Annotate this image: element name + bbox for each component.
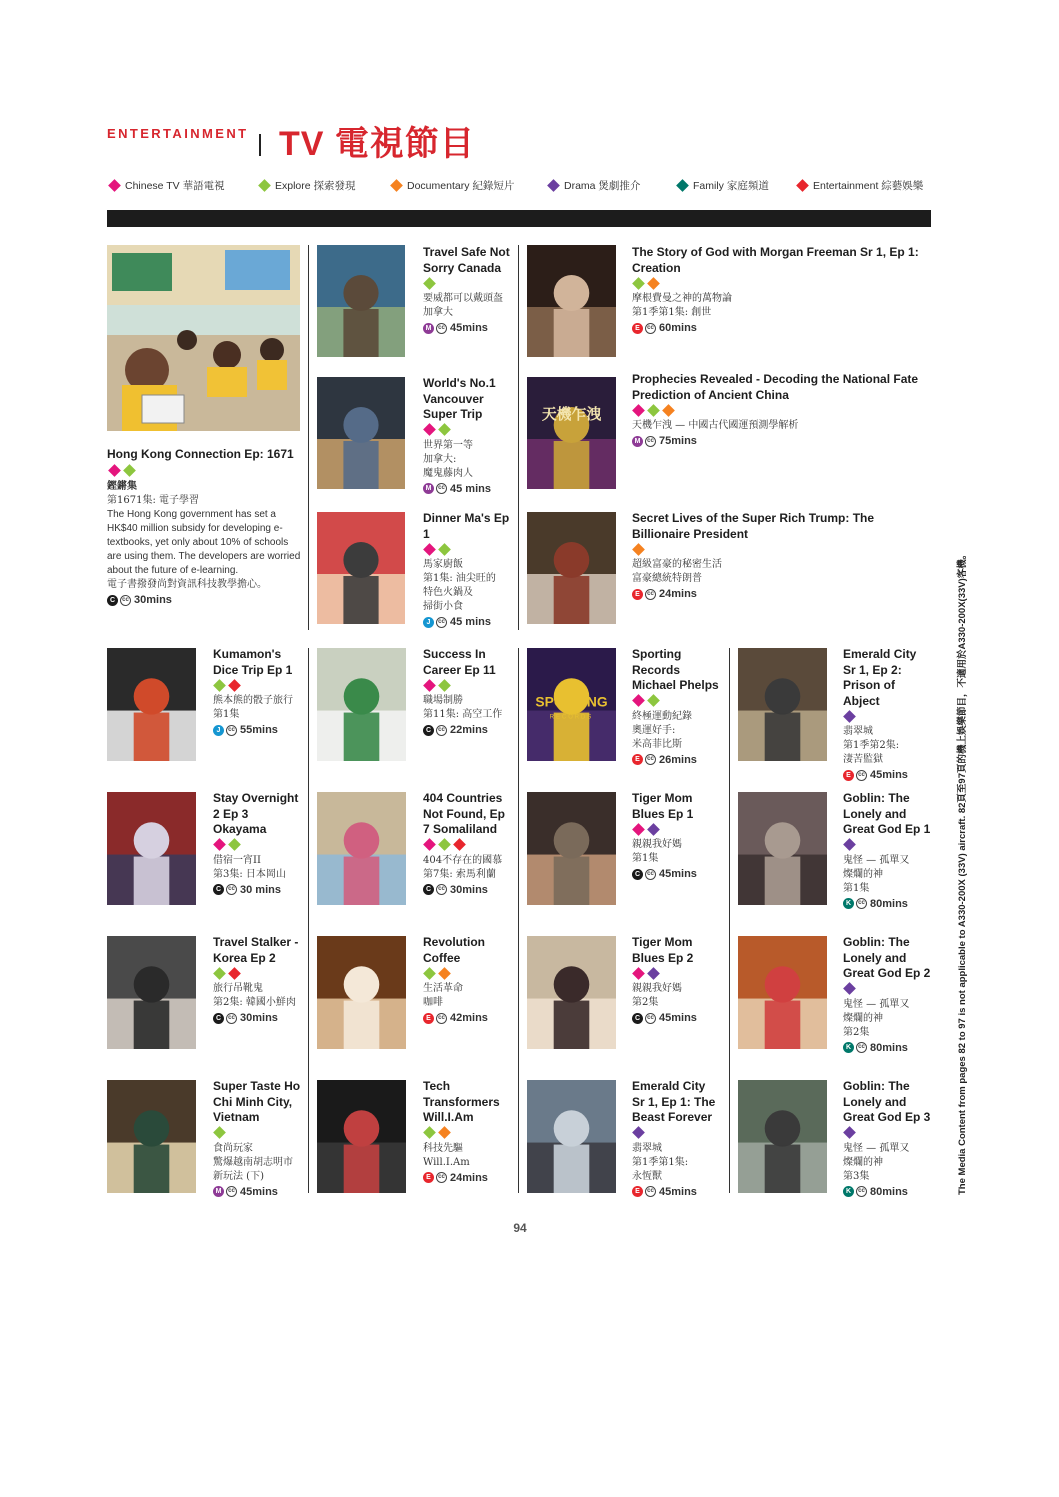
program-zh-line: 親親我好媽: [632, 839, 682, 850]
featured-thumbnail[interactable]: [107, 245, 300, 431]
program-title: World's No.1 Vancouver Super Trip: [423, 376, 496, 421]
program-listing[interactable]: [632, 935, 720, 1025]
subtitle-icon: cc: [856, 770, 867, 781]
program-zh-line: 燦爛的神: [843, 868, 883, 880]
genre-diamond-icon: [423, 277, 436, 290]
program-listing[interactable]: [632, 1079, 720, 1199]
program-title: Goblin: The Lonely and Great God Ep 2: [843, 935, 931, 980]
program-title: Goblin: The Lonely and Great God Ep 3: [843, 1079, 931, 1124]
program-title: Tiger Mom Blues Ep 1: [632, 791, 694, 821]
genre-diamond-icon: [423, 1126, 436, 1139]
program-zh-line: 借宿一宵II: [213, 854, 261, 866]
program-thumbnail[interactable]: [317, 512, 405, 624]
language-badge-icon: E: [632, 1186, 643, 1197]
column-divider: [308, 648, 309, 1193]
program-title: The Story of God with Morgan Freeman Sr 1, Ep 1: Creation: [632, 245, 919, 275]
program-zh-line: 第1季第2集:: [843, 740, 900, 751]
program-listing[interactable]: [213, 791, 301, 897]
genre-diamond-icon: [438, 679, 451, 692]
genre-diamond-icon: [228, 679, 241, 692]
language-badge-icon: E: [632, 589, 643, 600]
program-duration: C cc 22mins: [423, 723, 511, 737]
subtitle-icon: cc: [645, 754, 656, 765]
program-duration: J cc 45 mins: [423, 615, 515, 629]
header-divider: [259, 134, 261, 156]
program-zh-line: 淒苦監獄: [843, 754, 883, 765]
genre-diamond-icon: [438, 543, 451, 556]
program-listing[interactable]: [423, 1079, 511, 1185]
program-zh-line: 魔鬼藤肉人: [423, 467, 473, 479]
featured-zh-episode: 第1671集: 電子學習: [107, 495, 199, 506]
genre-diamond-icon: [213, 1126, 226, 1139]
program-duration: M cc 45 mins: [423, 482, 515, 496]
program-thumbnail[interactable]: [527, 1080, 616, 1193]
genre-diamond-icon: [423, 543, 436, 556]
genre-diamond-icon: [676, 179, 689, 192]
program-zh-line: 燦爛的神: [843, 1012, 883, 1024]
genre-markers: [632, 823, 720, 837]
genre-diamond-icon: [423, 967, 436, 980]
genre-markers: [632, 967, 720, 981]
subtitle-icon: cc: [856, 898, 867, 909]
program-zh-line: 食尚玩家: [213, 1142, 253, 1154]
program-title: Emerald City Sr 1, Ep 2: Prison of Abject: [843, 647, 917, 708]
program-zh-line: 富豪總統特朗普: [632, 573, 702, 584]
program-duration: K cc 80mins: [843, 1185, 931, 1199]
section-label: ENTERTAINMENT: [107, 126, 249, 141]
genre-diamond-icon: [213, 838, 226, 851]
program-zh-line: 驚爆越南胡志明市: [213, 1156, 293, 1168]
genre-diamond-icon: [843, 1126, 856, 1139]
program-thumbnail[interactable]: [107, 936, 196, 1049]
genre-diamond-icon: [843, 982, 856, 995]
subtitle-icon: cc: [436, 483, 447, 494]
subtitle-icon: cc: [436, 1013, 447, 1024]
genre-diamond-icon: [423, 423, 436, 436]
program-zh-line: 咖啡: [423, 997, 443, 1008]
featured-description-zh: 電子書撥發尚對資訊科技教學擔心。: [107, 579, 267, 590]
program-listing[interactable]: [423, 376, 515, 496]
language-badge-icon: C: [213, 884, 224, 895]
language-badge-icon: K: [843, 898, 854, 909]
genre-diamond-icon: [438, 967, 451, 980]
language-badge-icon: M: [213, 1186, 224, 1197]
program-title: Prophecies Revealed - Decoding the National Fate Prediction of Ancient China: [632, 372, 919, 402]
genre-markers: [843, 983, 931, 997]
genre-markers: [423, 839, 511, 853]
subtitle-icon: cc: [645, 323, 656, 334]
legend-item: [389, 178, 514, 193]
program-duration: C cc 45mins: [632, 1011, 720, 1025]
program-zh-line: 旅行吊靴鬼: [213, 983, 263, 994]
language-badge-icon: C: [423, 884, 434, 895]
thumbnail-text: SPORTING: [535, 693, 608, 710]
genre-diamond-icon: [632, 277, 645, 290]
genre-diamond-icon: [258, 179, 271, 192]
genre-markers: [423, 967, 511, 981]
program-listing[interactable]: [423, 935, 511, 1025]
program-listing[interactable]: [843, 791, 931, 911]
subtitle-icon: cc: [226, 725, 237, 736]
program-thumbnail[interactable]: [317, 792, 406, 905]
genre-legend: [107, 178, 937, 196]
subtitle-icon: cc: [436, 617, 447, 628]
genre-markers: [423, 1127, 511, 1141]
language-badge-icon: J: [213, 725, 224, 736]
program-title: 404 Countries Not Found, Ep 7 Somaliland: [423, 791, 505, 836]
genre-diamond-icon: [632, 404, 645, 417]
language-badge-icon: M: [423, 323, 434, 334]
program-duration: C cc 30mins: [423, 883, 511, 897]
program-title: Secret Lives of the Super Rich Trump: The Billionaire President: [632, 511, 875, 541]
subtitle-icon: cc: [645, 589, 656, 600]
program-thumbnail[interactable]: [738, 1080, 827, 1193]
legend-label: Explore 探索發現: [275, 180, 356, 192]
column-divider: [518, 648, 519, 1193]
genre-diamond-icon: [108, 464, 121, 477]
program-listing[interactable]: [213, 935, 301, 1025]
language-badge-icon: E: [632, 754, 643, 765]
program-thumbnail[interactable]: [107, 1080, 196, 1193]
legend-label: Entertainment 綜藝娛樂: [813, 180, 924, 192]
genre-markers: [632, 277, 922, 291]
program-zh-line: 鬼怪 — 孤單又: [843, 1142, 910, 1154]
program-duration: E cc 45mins: [632, 1185, 720, 1199]
genre-diamond-icon: [228, 967, 241, 980]
program-zh-line: 特色火鍋及: [423, 587, 473, 598]
program-title: Tiger Mom Blues Ep 2: [632, 935, 694, 965]
program-listing[interactable]: [843, 935, 931, 1055]
genre-diamond-icon: [632, 694, 645, 707]
program-duration: M cc 45mins: [423, 321, 515, 335]
program-duration: M cc 45mins: [213, 1185, 301, 1199]
program-listing[interactable]: [843, 647, 931, 782]
genre-markers: [213, 839, 301, 853]
genre-diamond-icon: [647, 404, 660, 417]
column-divider: [308, 245, 309, 630]
legend-item: [675, 178, 769, 193]
program-title: Super Taste Ho Chi Minh City, Vietnam: [213, 1079, 301, 1124]
genre-diamond-icon: [632, 967, 645, 980]
program-zh-line: 燦爛的神: [843, 1156, 883, 1168]
featured-zh-title: 鏗鏘集: [107, 481, 137, 492]
genre-diamond-icon: [108, 179, 121, 192]
language-badge-icon: E: [843, 770, 854, 781]
legend-item: [107, 178, 225, 193]
program-zh-line: 要威都可以戴頭盔: [423, 293, 503, 304]
program-zh-line: 第1集: [213, 709, 240, 720]
program-listing[interactable]: [843, 1079, 931, 1199]
program-thumbnail[interactable]: [527, 377, 616, 489]
program-duration: E cc 60mins: [632, 321, 922, 335]
program-zh-line: 翡翠城: [843, 726, 873, 737]
program-thumbnail[interactable]: [317, 648, 406, 761]
genre-markers: [423, 679, 511, 693]
genre-diamond-icon: [438, 423, 451, 436]
program-zh-line: 加拿大:: [423, 453, 457, 465]
program-zh-line: 第3集: 日本岡山: [213, 868, 286, 880]
program-zh-line: 掃街小食: [423, 601, 463, 612]
language-badge-icon: E: [423, 1172, 434, 1183]
program-thumbnail[interactable]: [738, 936, 827, 1049]
legend-item: [546, 178, 640, 193]
program-zh-line: 第1季第1集: 創世: [632, 307, 712, 318]
program-duration: E cc 45mins: [843, 768, 931, 782]
program-zh-line: 世界第一等: [423, 439, 473, 451]
subtitle-icon: cc: [436, 1172, 447, 1183]
genre-markers: [632, 695, 720, 709]
thumbnail-subtext: RECORDS: [549, 714, 594, 721]
language-badge-icon: C: [632, 869, 643, 880]
legend-label: Drama 煲劇推介: [564, 180, 641, 192]
legend-item: [795, 178, 923, 193]
program-thumbnail[interactable]: [527, 648, 616, 761]
genre-diamond-icon: [632, 1126, 645, 1139]
program-duration: K cc 80mins: [843, 1041, 931, 1055]
genre-diamond-icon: [438, 838, 451, 851]
genre-markers: [632, 543, 922, 557]
genre-diamond-icon: [423, 838, 436, 851]
subtitle-icon: cc: [436, 884, 447, 895]
program-zh-line: 第1集: [632, 853, 659, 864]
program-thumbnail[interactable]: [317, 245, 405, 357]
language-badge-icon: E: [423, 1013, 434, 1024]
genre-markers: [632, 404, 922, 418]
language-badge-icon: K: [843, 1186, 854, 1197]
language-badge-icon: C: [423, 725, 434, 736]
language-badge-icon: C: [107, 595, 118, 606]
program-listing[interactable]: [423, 511, 515, 629]
thumbnail-text: 天機乍洩: [541, 404, 602, 424]
program-thumbnail[interactable]: [738, 648, 827, 761]
genre-markers: [423, 277, 515, 291]
subtitle-icon: cc: [856, 1186, 867, 1197]
program-thumbnail[interactable]: [107, 648, 196, 761]
program-listing[interactable]: [632, 511, 922, 601]
program-thumbnail[interactable]: [317, 1080, 406, 1193]
header-black-bar: [107, 210, 931, 227]
subtitle-icon: cc: [436, 725, 447, 736]
subtitle-icon: cc: [645, 436, 656, 447]
program-thumbnail[interactable]: [738, 792, 827, 905]
legend-label: Chinese TV 華語電視: [125, 180, 225, 192]
program-duration: E cc 26mins: [632, 753, 720, 767]
program-zh-line: 職場制勝: [423, 695, 463, 706]
program-thumbnail[interactable]: [527, 512, 616, 624]
program-title: Sporting Records Michael Phelps: [632, 647, 719, 692]
genre-markers: [423, 424, 515, 438]
program-zh-line: 加拿大: [423, 307, 453, 318]
program-zh-line: 第11集: 高空工作: [423, 709, 503, 720]
legend-label: Family 家庭頻道: [693, 180, 769, 192]
language-badge-icon: E: [632, 323, 643, 334]
program-title: Revolution Coffee: [423, 935, 485, 965]
program-title: Tech Transformers Will.I.Am: [423, 1079, 500, 1124]
genre-diamond-icon: [647, 967, 660, 980]
program-duration: E cc 24mins: [423, 1171, 511, 1185]
language-badge-icon: C: [632, 1013, 643, 1024]
program-title: Stay Overnight 2 Ep 3 Okayama: [213, 791, 299, 836]
featured-program[interactable]: [107, 447, 302, 607]
program-zh-line: 生活革命: [423, 983, 463, 994]
program-zh-line: 親親我好媽: [632, 983, 682, 994]
genre-markers: [213, 967, 301, 981]
genre-diamond-icon: [213, 679, 226, 692]
genre-diamond-icon: [123, 464, 136, 477]
program-listing[interactable]: [632, 647, 720, 767]
program-listing[interactable]: [423, 647, 511, 737]
program-title: Travel Safe Not Sorry Canada: [423, 245, 510, 275]
program-zh-line: 翡翠城: [632, 1142, 662, 1154]
column-divider: [729, 648, 730, 1193]
program-zh-line: 第3集: [843, 1170, 870, 1182]
program-zh-line: 天機乍洩 — 中國古代國運預測學解析: [632, 420, 799, 431]
program-zh-line: 摩根費曼之神的萬物論: [632, 293, 732, 304]
genre-markers: [423, 543, 515, 557]
legend-item: [257, 178, 356, 193]
program-zh-line: 第2集: [843, 1026, 870, 1038]
program-title: Kumamon's Dice Trip Ep 1: [213, 647, 293, 677]
program-zh-line: 新玩法 (下): [213, 1170, 264, 1182]
genre-diamond-icon: [632, 543, 645, 556]
genre-diamond-icon: [647, 823, 660, 836]
subtitle-icon: cc: [226, 1186, 237, 1197]
side-disclaimer: The Media Content from pages 82 to 97 is not applicable to A330-200X (33V) aircraft. 82頁至97頁的機上娛樂節目，不適用於A330-200X(33V)客機。: [957, 549, 968, 1195]
subtitle-icon: cc: [645, 1013, 656, 1024]
subtitle-icon: cc: [226, 884, 237, 895]
featured-description: The Hong Kong government has set a HK$40 million subsidy for developing e-textbooks, yet only about 10% of schools are using them. The developers are worried about the future of e-learning.: [107, 509, 301, 576]
program-listing[interactable]: [213, 1079, 301, 1199]
program-listing[interactable]: [632, 372, 922, 448]
program-zh-line: 第1集: [843, 882, 870, 894]
legend-label: Documentary 紀錄短片: [407, 180, 515, 192]
program-thumbnail[interactable]: [527, 792, 616, 905]
program-duration: E cc 42mins: [423, 1011, 511, 1025]
program-zh-line: 第2集: 韓國小鮮肉: [213, 997, 296, 1008]
genre-diamond-icon: [647, 277, 660, 290]
program-title: Travel Stalker - Korea Ep 2: [213, 935, 299, 965]
program-thumbnail[interactable]: [527, 245, 616, 357]
genre-diamond-icon: [213, 967, 226, 980]
genre-markers: [843, 839, 931, 853]
program-duration: C cc 30mins: [213, 1011, 301, 1025]
program-zh-line: 永恆獸: [632, 1170, 662, 1182]
genre-diamond-icon: [796, 179, 809, 192]
page-number: 94: [513, 1221, 527, 1235]
program-title: Goblin: The Lonely and Great God Ep 1: [843, 791, 931, 836]
subtitle-icon: cc: [645, 869, 656, 880]
program-thumbnail[interactable]: [527, 936, 616, 1049]
genre-diamond-icon: [843, 710, 856, 723]
genre-markers: [843, 710, 931, 724]
program-listing[interactable]: [213, 647, 301, 737]
language-badge-icon: J: [423, 617, 434, 628]
program-zh-line: 終極運動紀錄: [632, 710, 692, 722]
genre-diamond-icon: [632, 823, 645, 836]
program-zh-line: 科技先驅: [423, 1142, 463, 1154]
subtitle-icon: cc: [645, 1186, 656, 1197]
program-listing[interactable]: [632, 245, 922, 335]
language-badge-icon: K: [843, 1042, 854, 1053]
genre-diamond-icon: [662, 404, 675, 417]
genre-diamond-icon: [438, 1126, 451, 1139]
program-zh-line: 馬家廚飯: [423, 559, 463, 570]
featured-duration: C cc 30mins: [107, 593, 302, 607]
program-zh-line: 奧運好手:: [632, 724, 676, 736]
language-badge-icon: M: [423, 483, 434, 494]
genre-markers: [632, 1127, 720, 1141]
program-zh-line: Will.I.Am: [423, 1156, 470, 1168]
program-zh-line: 熊本熊的骰子旅行: [213, 695, 293, 706]
program-duration: C cc 45mins: [632, 867, 720, 881]
program-duration: M cc 75mins: [632, 434, 922, 448]
program-zh-line: 鬼怪 — 孤單又: [843, 854, 910, 866]
program-zh-line: 第2集: [632, 997, 659, 1008]
program-zh-line: 米高菲比斯: [632, 738, 682, 750]
genre-markers: [213, 679, 301, 693]
genre-diamond-icon: [228, 838, 241, 851]
featured-title: Hong Kong Connection Ep: 1671: [107, 447, 302, 478]
program-thumbnail[interactable]: [317, 377, 405, 489]
program-duration: C cc 30 mins: [213, 883, 301, 897]
program-title: Dinner Ma's Ep 1: [423, 511, 510, 541]
genre-diamond-icon: [423, 679, 436, 692]
page-title: TV 電視節目: [279, 125, 475, 163]
subtitle-icon: cc: [226, 1013, 237, 1024]
program-title: Success In Career Ep 11: [423, 647, 496, 677]
program-zh-line: 第1季第1集:: [632, 1156, 689, 1168]
column-divider: [518, 245, 519, 630]
program-title: Emerald City Sr 1, Ep 1: The Beast Forever: [632, 1079, 716, 1124]
language-badge-icon: C: [213, 1013, 224, 1024]
program-duration: E cc 24mins: [632, 587, 922, 601]
subtitle-icon: cc: [856, 1042, 867, 1053]
program-zh-line: 超級富豪的秘密生活: [632, 559, 722, 570]
program-duration: K cc 80mins: [843, 897, 931, 911]
program-duration: J cc 55mins: [213, 723, 301, 737]
program-listing[interactable]: [632, 791, 720, 881]
genre-markers: [213, 1127, 301, 1141]
language-badge-icon: M: [632, 436, 643, 447]
genre-diamond-icon: [453, 838, 466, 851]
program-zh-line: 第1集: 油尖旺的: [423, 573, 496, 584]
program-listing[interactable]: [423, 245, 515, 335]
genre-markers: [843, 1127, 931, 1141]
program-listing[interactable]: [423, 791, 511, 897]
program-zh-line: 第7集: 索馬利蘭: [423, 868, 496, 880]
subtitle-icon: cc: [436, 323, 447, 334]
program-zh-line: 鬼怪 — 孤單又: [843, 998, 910, 1010]
genre-diamond-icon: [647, 694, 660, 707]
program-zh-line: 404不存在的國慕: [423, 854, 503, 866]
genre-diamond-icon: [843, 838, 856, 851]
genre-diamond-icon: [547, 179, 560, 192]
program-thumbnail[interactable]: [317, 936, 406, 1049]
program-thumbnail[interactable]: [107, 792, 196, 905]
genre-diamond-icon: [390, 179, 403, 192]
